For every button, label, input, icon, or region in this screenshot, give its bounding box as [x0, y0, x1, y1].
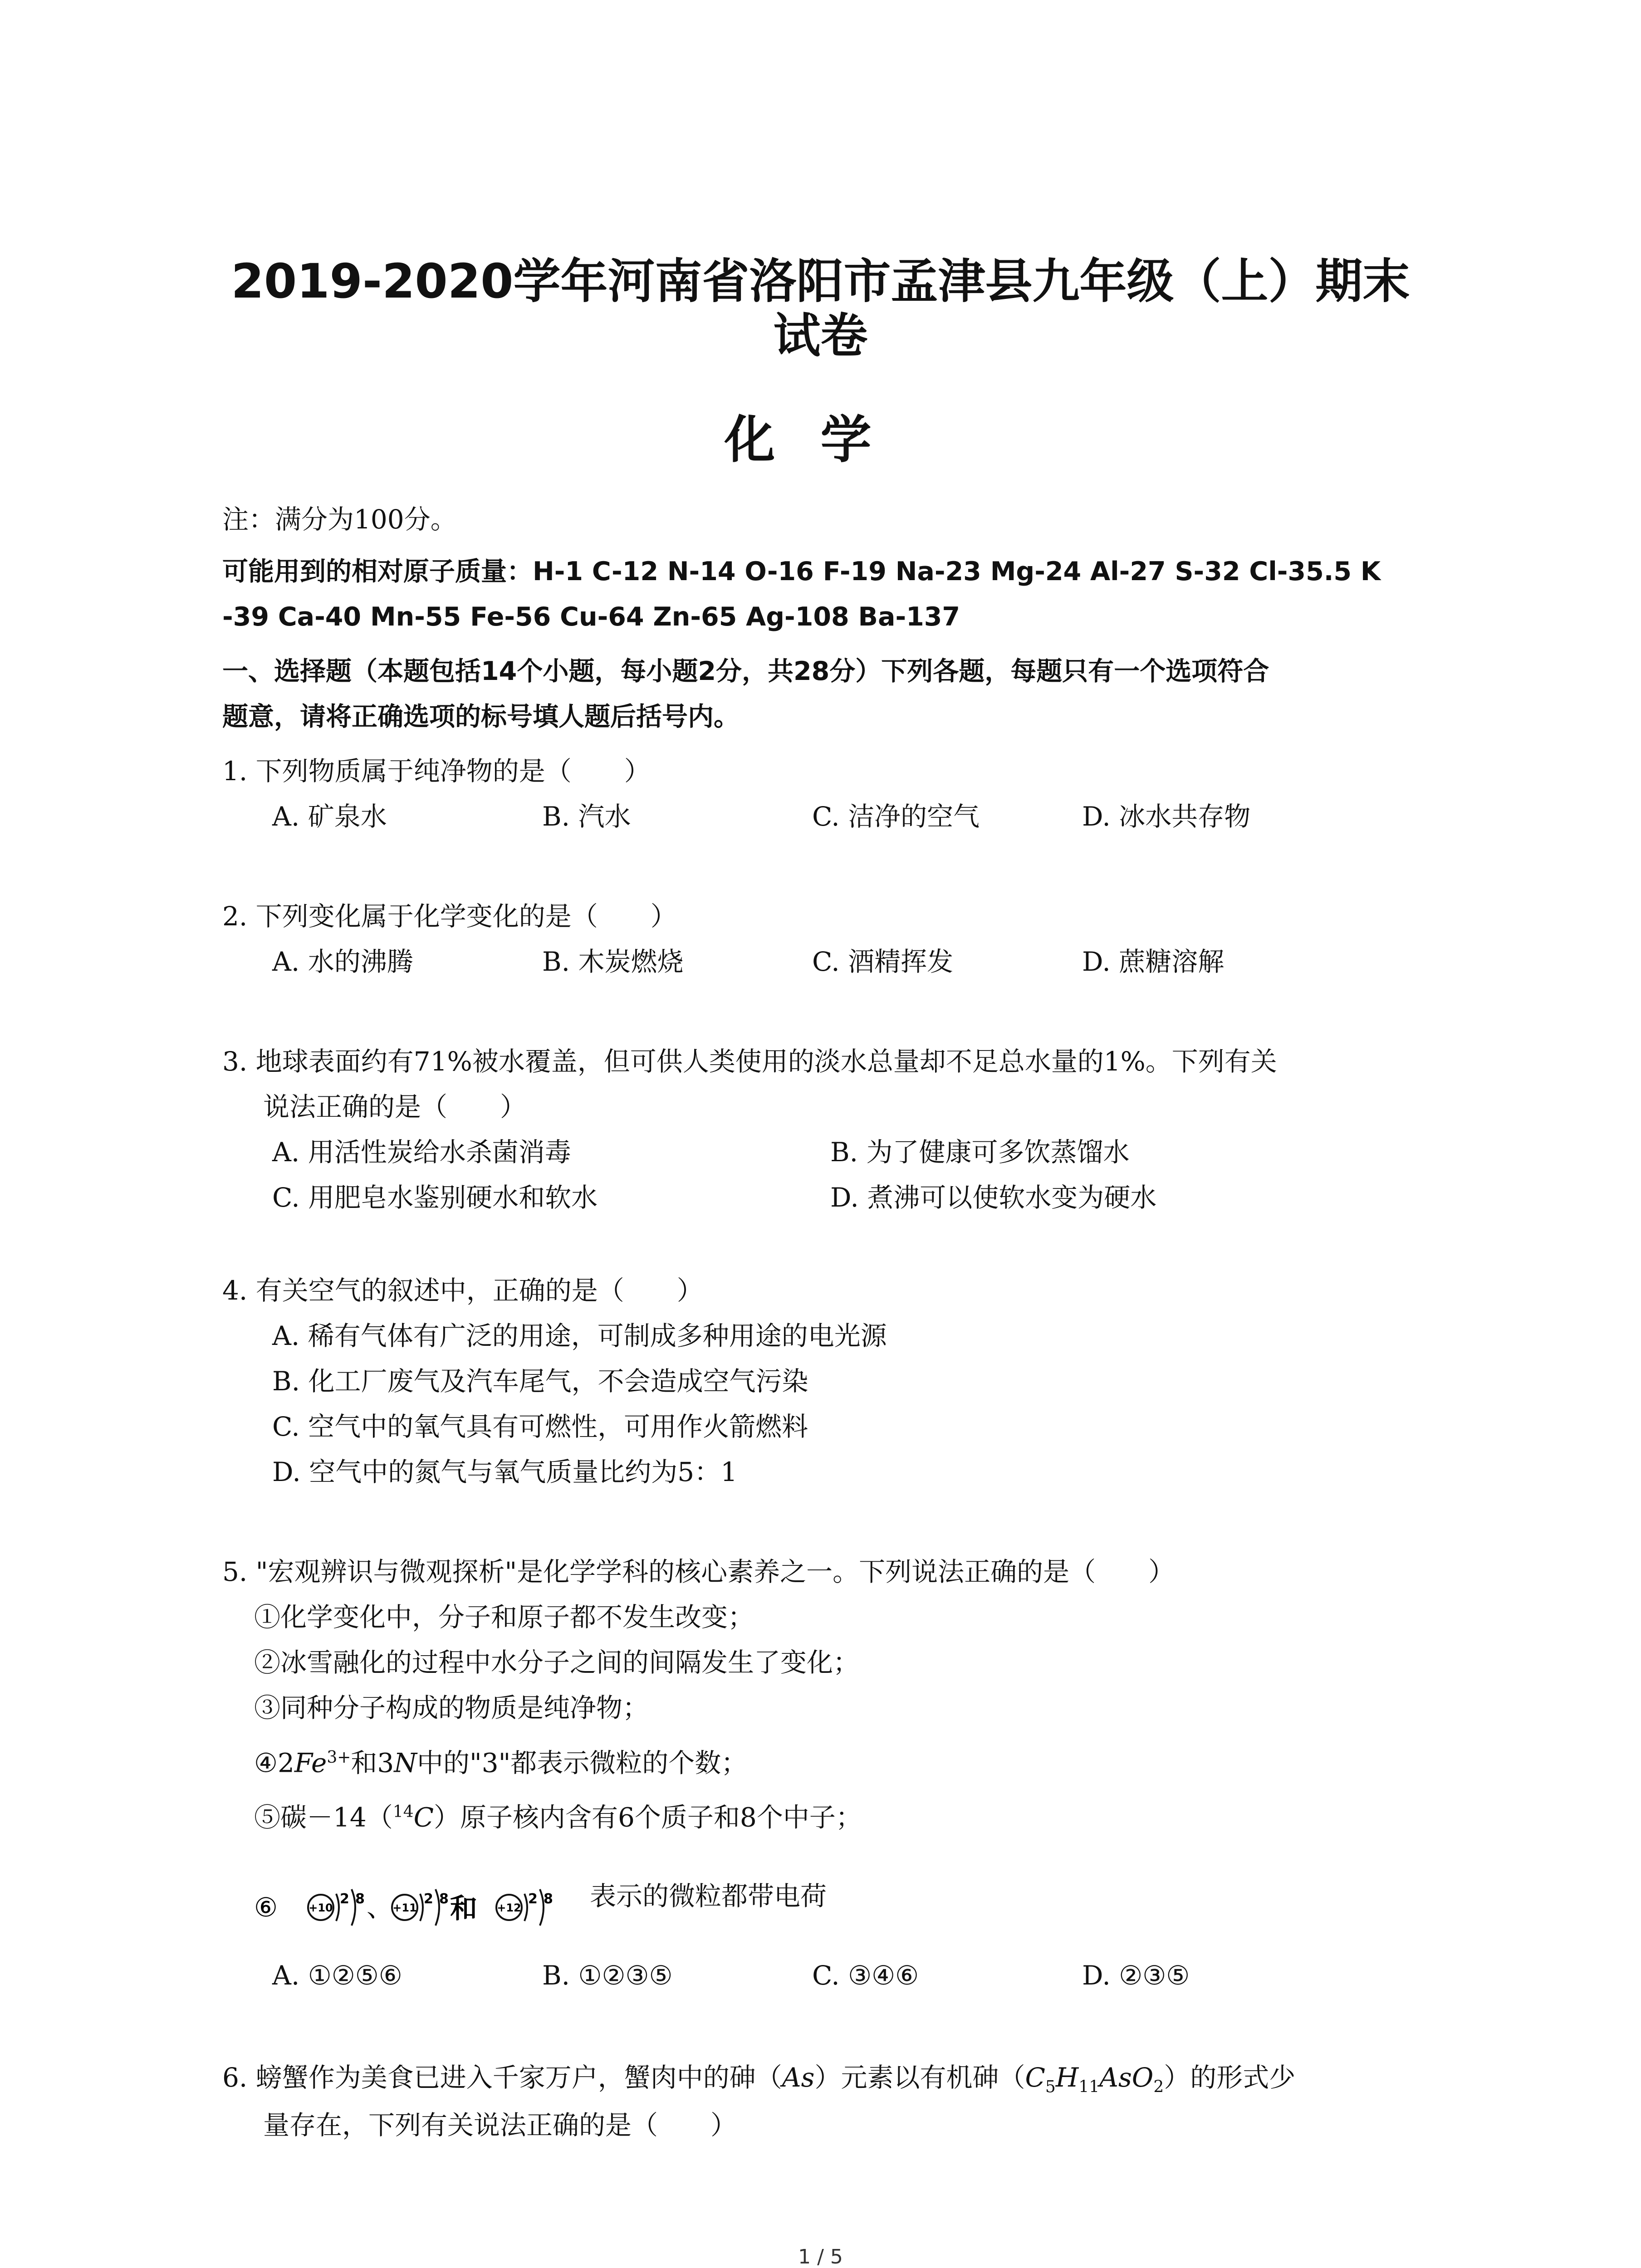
q4-option-c: C. 空气中的氧气具有可燃性，可用作火箭燃料	[272, 1411, 808, 1442]
question-6-stem-line2: 量存在，下列有关说法正确的是（ ）	[263, 2110, 737, 2141]
nucleus-charge: +10	[309, 1901, 333, 1914]
formula-h-subscript: 11	[1078, 2077, 1100, 2097]
atom-structure-diagrams	[254, 1873, 603, 1937]
section1-heading-line2: 题意，请将正确选项的标号填人题后括号内。	[222, 702, 740, 732]
formula-c-subscript: 5	[1045, 2077, 1056, 2097]
q6-stem-post: ）的形式少	[1164, 2062, 1296, 2093]
atomic-mass-line1: 可能用到的相对原子质量：H-1 C-12 N-14 O-16 F-19 Na-23 Mg-24 Al-27 S-32 Cl-35.5 K	[222, 557, 1381, 587]
q5-statement-5	[254, 1796, 862, 1833]
q6-stem-mid: ）元素以有机砷（	[814, 2062, 1025, 2093]
nucleus-charge: +12	[497, 1901, 521, 1914]
fe-symbol: Fe	[294, 1747, 327, 1779]
question-3-stem-line2: 说法正确的是（ ）	[263, 1091, 527, 1122]
electron-shell-arc	[336, 1894, 339, 1921]
electron-shell-arc	[436, 1889, 439, 1926]
electron-shell-arc	[352, 1889, 355, 1926]
atom-diagram-1	[308, 1889, 365, 1926]
q5-option-c: C. ③④⑥	[812, 1960, 919, 1991]
q5-option-a: A. ①②⑤⑥	[272, 1960, 402, 1991]
q3-option-b: B. 为了健康可多饮蒸馏水	[830, 1137, 1130, 1168]
q1-option-a: A. 矿泉水	[272, 801, 387, 832]
shell-electron-count: 8	[355, 1891, 365, 1907]
subject-title: 化学	[724, 411, 917, 469]
question-5-stem: 5. "宏观辨识与微观探析"是化学学科的核心素养之一。下列说法正确的是（ ）	[222, 1556, 1175, 1587]
atom-diagram-3	[496, 1889, 553, 1926]
s4-mid: 和3	[351, 1747, 394, 1779]
c14-mass-number: 14	[392, 1803, 414, 1821]
full-score-note: 注：满分为100分。	[222, 504, 457, 535]
page-number: 1 / 5	[798, 2245, 843, 2268]
q5-option-d: D. ②③⑤	[1082, 1960, 1190, 1991]
q6-stem-pre: 6. 螃蟹作为美食已进入千家万户，蟹肉中的砷（	[222, 2062, 782, 2093]
shell-electron-count: 2	[424, 1891, 433, 1907]
exam-title-line1: 2019-2020学年河南省洛阳市孟津县九年级（上）期末	[231, 254, 1410, 309]
q1-option-d: D. 冰水共存物	[1082, 801, 1251, 832]
formula-c: C	[1025, 2062, 1045, 2093]
formula-h: H	[1055, 2062, 1079, 2093]
electron-shell-arc	[540, 1889, 544, 1926]
q2-option-d: D. 蔗糖溶解	[1082, 946, 1225, 977]
q2-option-a: A. 水的沸腾	[272, 946, 413, 977]
electron-shell-arc	[420, 1894, 423, 1921]
separator-comma: 、	[367, 1892, 393, 1923]
electron-shell-arc	[524, 1894, 527, 1921]
shell-electron-count: 8	[544, 1891, 553, 1907]
formula-aso: AsO	[1099, 2062, 1154, 2093]
q5-statement-3: ③同种分子构成的物质是纯净物；	[254, 1692, 649, 1723]
question-6-stem-line1	[222, 2062, 1295, 2103]
q5-option-b: B. ①②③⑤	[542, 1960, 673, 1991]
question-3-stem-line1: 3. 地球表面约有71%被水覆盖，但可供人类使用的淡水总量却不足总水量的1%。下列有关	[222, 1046, 1277, 1077]
question-2-stem: 2. 下列变化属于化学变化的是（ ）	[222, 901, 677, 932]
q2-option-b: B. 木炭燃烧	[542, 946, 684, 977]
s5-pre: ⑤碳－14（	[254, 1802, 393, 1833]
q1-option-b: B. 汽水	[542, 801, 631, 832]
q3-option-c: C. 用肥皂水鉴别硬水和软水	[272, 1182, 598, 1213]
q3-option-d: D. 煮沸可以使软水变为硬水	[830, 1182, 1157, 1213]
n-symbol: N	[394, 1747, 417, 1779]
q4-option-a: A. 稀有气体有广泛的用途，可制成多种用途的电光源	[272, 1320, 887, 1351]
question-1-stem: 1. 下列物质属于纯净物的是（ ）	[222, 756, 651, 787]
s6-number: ⑥	[254, 1892, 278, 1923]
q3-option-a: A. 用活性炭给水杀菌消毒	[272, 1137, 571, 1168]
s5-post: ）原子核内含有6个质子和8个中子；	[434, 1802, 862, 1833]
shell-electron-count: 2	[528, 1891, 538, 1907]
nucleus-charge: +11	[392, 1901, 417, 1914]
formula-o-subscript: 2	[1153, 2077, 1164, 2097]
q4-option-d: D. 空气中的氮气与氧气质量比约为5：1	[272, 1457, 738, 1487]
q5-statement-4	[254, 1742, 747, 1779]
q1-option-c: C. 洁净的空气	[812, 801, 980, 832]
atomic-mass-line2: -39 Ca-40 Mn-55 Fe-56 Cu-64 Zn-65 Ag-108 Ba-137	[222, 602, 960, 632]
s4-post: 中的"3"都表示微粒的个数；	[417, 1747, 748, 1779]
c-symbol: C	[413, 1802, 434, 1833]
q5-statement-1: ①化学变化中，分子和原子都不发生改变；	[254, 1602, 754, 1633]
question-4-stem: 4. 有关空气的叙述中，正确的是（ ）	[222, 1275, 703, 1306]
and-connector: 和	[450, 1893, 477, 1925]
s4-pre: ④2	[254, 1747, 294, 1779]
fe-charge: 3+	[327, 1748, 351, 1767]
as-symbol: As	[782, 2062, 815, 2093]
q2-option-c: C. 酒精挥发	[812, 946, 954, 977]
q4-option-b: B. 化工厂废气及汽车尾气，不会造成空气污染	[272, 1366, 808, 1397]
q5-statement-6-caption: 表示的微粒都带电荷	[590, 1881, 827, 1911]
q5-statement-2: ②冰雪融化的过程中水分子之间的间隔发生了变化；	[254, 1647, 860, 1678]
section1-heading-line1: 一、选择题（本题包括14个小题，每小题2分，共28分）下列各题，每题只有一个选项符合	[222, 656, 1269, 686]
shell-electron-count: 2	[340, 1891, 349, 1907]
atom-diagram-2	[392, 1889, 449, 1926]
shell-electron-count: 8	[439, 1891, 449, 1907]
exam-title-line2: 试卷	[773, 308, 868, 363]
